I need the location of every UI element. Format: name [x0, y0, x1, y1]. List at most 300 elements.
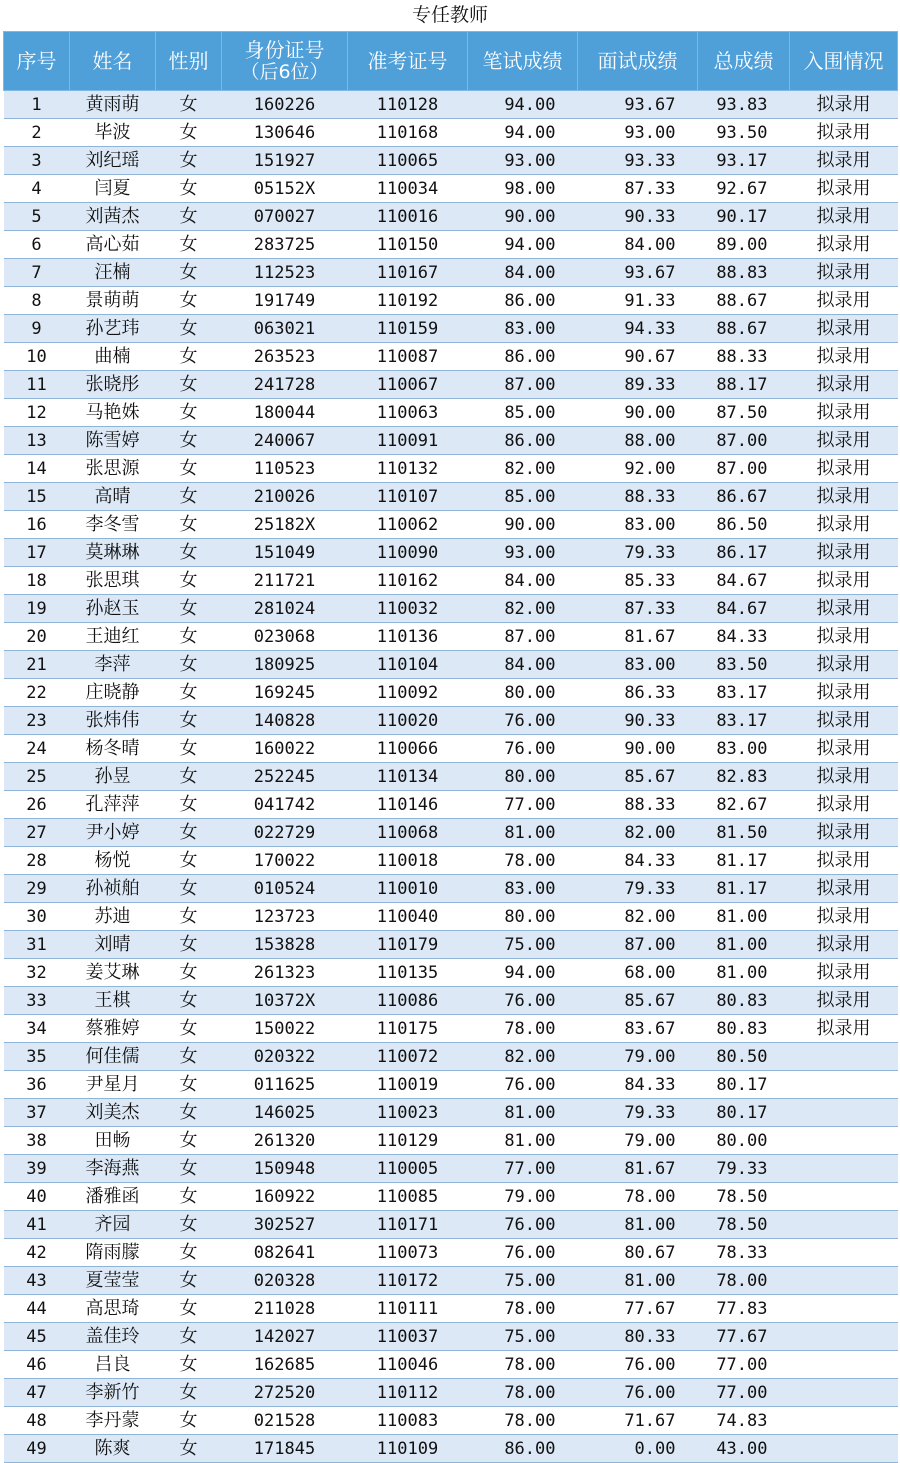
cell-total-score: 80.17 [698, 1099, 790, 1127]
cell-status: 拟录用 [790, 483, 898, 511]
cell-id-number: 272520 [222, 1379, 348, 1407]
cell-total-score: 82.83 [698, 763, 790, 791]
cell-seq: 47 [4, 1379, 70, 1407]
cell-status [790, 1351, 898, 1379]
cell-total-score: 86.17 [698, 539, 790, 567]
cell-status [790, 1323, 898, 1351]
cell-name: 汪楠 [70, 259, 156, 287]
cell-id-number: 151927 [222, 147, 348, 175]
cell-interview-score: 81.00 [578, 1267, 698, 1295]
cell-interview-score: 71.67 [578, 1407, 698, 1435]
table-row [4, 1211, 898, 1239]
cell-interview-score: 86.33 [578, 679, 698, 707]
cell-id-number: 011625 [222, 1071, 348, 1099]
cell-seq: 36 [4, 1071, 70, 1099]
cell-id-number: 261323 [222, 959, 348, 987]
cell-seq: 14 [4, 455, 70, 483]
header-id-line2: （后6位） [240, 61, 329, 83]
cell-status [790, 1295, 898, 1323]
table-row [4, 875, 898, 903]
cell-gender: 女 [156, 483, 222, 511]
table-row [4, 91, 898, 119]
table-body [4, 91, 898, 1463]
cell-status: 拟录用 [790, 987, 898, 1015]
cell-interview-score: 0.00 [578, 1435, 698, 1463]
cell-status: 拟录用 [790, 959, 898, 987]
cell-name: 田畅 [70, 1127, 156, 1155]
cell-total-score: 77.00 [698, 1379, 790, 1407]
table-row [4, 707, 898, 735]
cell-status: 拟录用 [790, 427, 898, 455]
results-page [0, 1, 900, 1459]
cell-interview-score: 88.33 [578, 791, 698, 819]
cell-written-score: 77.00 [468, 1155, 578, 1183]
cell-written-score: 82.00 [468, 1043, 578, 1071]
cell-exam-number: 110020 [348, 707, 468, 735]
cell-id-number: 261320 [222, 1127, 348, 1155]
cell-gender: 女 [156, 175, 222, 203]
cell-name: 吕良 [70, 1351, 156, 1379]
table-row [4, 1239, 898, 1267]
cell-name: 盖佳玲 [70, 1323, 156, 1351]
cell-interview-score: 83.67 [578, 1015, 698, 1043]
table-row [4, 539, 898, 567]
cell-total-score: 88.33 [698, 343, 790, 371]
table-row [4, 1379, 898, 1407]
cell-seq: 31 [4, 931, 70, 959]
cell-id-number: 10372X [222, 987, 348, 1015]
cell-written-score: 76.00 [468, 1071, 578, 1099]
cell-id-number: 021528 [222, 1407, 348, 1435]
cell-written-score: 94.00 [468, 119, 578, 147]
cell-id-number: 170022 [222, 847, 348, 875]
cell-name: 杨冬晴 [70, 735, 156, 763]
cell-exam-number: 110086 [348, 987, 468, 1015]
cell-name: 刘纪瑶 [70, 147, 156, 175]
table-row [4, 987, 898, 1015]
cell-id-number: 150948 [222, 1155, 348, 1183]
cell-interview-score: 90.33 [578, 707, 698, 735]
cell-exam-number: 110136 [348, 623, 468, 651]
cell-status: 拟录用 [790, 399, 898, 427]
cell-status [790, 1155, 898, 1183]
cell-seq: 17 [4, 539, 70, 567]
cell-gender: 女 [156, 287, 222, 315]
cell-id-number: 180044 [222, 399, 348, 427]
cell-name: 张思源 [70, 455, 156, 483]
cell-total-score: 87.50 [698, 399, 790, 427]
cell-status: 拟录用 [790, 707, 898, 735]
cell-written-score: 83.00 [468, 875, 578, 903]
cell-exam-number: 110150 [348, 231, 468, 259]
cell-total-score: 82.67 [698, 791, 790, 819]
table-row [4, 679, 898, 707]
cell-exam-number: 110162 [348, 567, 468, 595]
table-row [4, 511, 898, 539]
cell-written-score: 85.00 [468, 399, 578, 427]
cell-gender: 女 [156, 539, 222, 567]
table-row [4, 455, 898, 483]
cell-seq: 20 [4, 623, 70, 651]
table-row [4, 1407, 898, 1435]
cell-status [790, 1407, 898, 1435]
table-row [4, 1071, 898, 1099]
cell-exam-number: 110146 [348, 791, 468, 819]
cell-interview-score: 76.00 [578, 1379, 698, 1407]
table-row [4, 203, 898, 231]
cell-name: 何佳儒 [70, 1043, 156, 1071]
cell-gender: 女 [156, 147, 222, 175]
cell-id-number: 211721 [222, 567, 348, 595]
cell-status: 拟录用 [790, 651, 898, 679]
cell-written-score: 80.00 [468, 763, 578, 791]
cell-written-score: 94.00 [468, 959, 578, 987]
table-row [4, 623, 898, 651]
cell-gender: 女 [156, 203, 222, 231]
cell-status: 拟录用 [790, 931, 898, 959]
cell-gender: 女 [156, 511, 222, 539]
table-row [4, 763, 898, 791]
cell-exam-number: 110062 [348, 511, 468, 539]
cell-name: 王迪红 [70, 623, 156, 651]
cell-written-score: 78.00 [468, 1407, 578, 1435]
cell-seq: 13 [4, 427, 70, 455]
cell-status: 拟录用 [790, 847, 898, 875]
cell-seq: 19 [4, 595, 70, 623]
cell-name: 尹星月 [70, 1071, 156, 1099]
table-row [4, 259, 898, 287]
cell-written-score: 85.00 [468, 483, 578, 511]
cell-seq: 4 [4, 175, 70, 203]
cell-total-score: 84.67 [698, 567, 790, 595]
cell-name: 李海燕 [70, 1155, 156, 1183]
cell-interview-score: 93.67 [578, 259, 698, 287]
cell-written-score: 76.00 [468, 735, 578, 763]
cell-gender: 女 [156, 1351, 222, 1379]
cell-name: 张晓彤 [70, 371, 156, 399]
cell-status: 拟录用 [790, 1015, 898, 1043]
cell-name: 黄雨萌 [70, 91, 156, 119]
cell-written-score: 78.00 [468, 1295, 578, 1323]
cell-exam-number: 110073 [348, 1239, 468, 1267]
cell-written-score: 82.00 [468, 595, 578, 623]
cell-written-score: 86.00 [468, 343, 578, 371]
cell-total-score: 87.00 [698, 427, 790, 455]
cell-seq: 10 [4, 343, 70, 371]
cell-id-number: 142027 [222, 1323, 348, 1351]
cell-gender: 女 [156, 119, 222, 147]
cell-exam-number: 110005 [348, 1155, 468, 1183]
cell-written-score: 84.00 [468, 567, 578, 595]
cell-gender: 女 [156, 91, 222, 119]
cell-gender: 女 [156, 1211, 222, 1239]
cell-seq: 6 [4, 231, 70, 259]
cell-name: 高晴 [70, 483, 156, 511]
cell-status: 拟录用 [790, 287, 898, 315]
table-row [4, 1155, 898, 1183]
cell-seq: 24 [4, 735, 70, 763]
cell-name: 曲楠 [70, 343, 156, 371]
cell-seq: 22 [4, 679, 70, 707]
cell-gender: 女 [156, 371, 222, 399]
cell-written-score: 78.00 [468, 1015, 578, 1043]
cell-exam-number: 110083 [348, 1407, 468, 1435]
cell-name: 景萌萌 [70, 287, 156, 315]
cell-status [790, 1435, 898, 1463]
cell-total-score: 81.17 [698, 875, 790, 903]
cell-interview-score: 81.67 [578, 1155, 698, 1183]
cell-seq: 33 [4, 987, 70, 1015]
cell-exam-number: 110019 [348, 1071, 468, 1099]
cell-written-score: 77.00 [468, 791, 578, 819]
cell-seq: 15 [4, 483, 70, 511]
cell-seq: 8 [4, 287, 70, 315]
cell-id-number: 160226 [222, 91, 348, 119]
cell-status [790, 1239, 898, 1267]
cell-seq: 28 [4, 847, 70, 875]
cell-gender: 女 [156, 707, 222, 735]
table-row [4, 1267, 898, 1295]
cell-written-score: 94.00 [468, 91, 578, 119]
cell-seq: 46 [4, 1351, 70, 1379]
cell-interview-score: 89.33 [578, 371, 698, 399]
cell-interview-score: 83.00 [578, 651, 698, 679]
cell-id-number: 241728 [222, 371, 348, 399]
cell-interview-score: 84.00 [578, 231, 698, 259]
cell-id-number: 160922 [222, 1183, 348, 1211]
cell-seq: 25 [4, 763, 70, 791]
cell-gender: 女 [156, 1379, 222, 1407]
cell-status: 拟录用 [790, 119, 898, 147]
table-row [4, 427, 898, 455]
cell-id-number: 180925 [222, 651, 348, 679]
cell-exam-number: 110063 [348, 399, 468, 427]
cell-gender: 女 [156, 1407, 222, 1435]
cell-interview-score: 85.67 [578, 763, 698, 791]
cell-status [790, 1211, 898, 1239]
cell-id-number: 070027 [222, 203, 348, 231]
table-row [4, 343, 898, 371]
cell-total-score: 93.17 [698, 147, 790, 175]
cell-id-number: 146025 [222, 1099, 348, 1127]
cell-written-score: 75.00 [468, 1323, 578, 1351]
cell-name: 闫夏 [70, 175, 156, 203]
cell-name: 庄晓静 [70, 679, 156, 707]
cell-written-score: 93.00 [468, 539, 578, 567]
cell-name: 张炜伟 [70, 707, 156, 735]
cell-exam-number: 110016 [348, 203, 468, 231]
cell-interview-score: 68.00 [578, 959, 698, 987]
cell-exam-number: 110159 [348, 315, 468, 343]
cell-written-score: 90.00 [468, 203, 578, 231]
table-row [4, 819, 898, 847]
cell-gender: 女 [156, 791, 222, 819]
cell-interview-score: 87.00 [578, 931, 698, 959]
cell-name: 苏迪 [70, 903, 156, 931]
table-row [4, 1295, 898, 1323]
cell-total-score: 86.50 [698, 511, 790, 539]
cell-name: 隋雨朦 [70, 1239, 156, 1267]
cell-total-score: 80.83 [698, 1015, 790, 1043]
cell-status: 拟录用 [790, 763, 898, 791]
cell-seq: 45 [4, 1323, 70, 1351]
cell-interview-score: 88.33 [578, 483, 698, 511]
cell-id-number: 020322 [222, 1043, 348, 1071]
cell-name: 刘晴 [70, 931, 156, 959]
cell-exam-number: 110128 [348, 91, 468, 119]
cell-exam-number: 110092 [348, 679, 468, 707]
cell-total-score: 80.17 [698, 1071, 790, 1099]
cell-seq: 21 [4, 651, 70, 679]
cell-name: 张思琪 [70, 567, 156, 595]
cell-seq: 34 [4, 1015, 70, 1043]
cell-exam-number: 110135 [348, 959, 468, 987]
table-row [4, 147, 898, 175]
table-row [4, 1015, 898, 1043]
cell-total-score: 78.33 [698, 1239, 790, 1267]
cell-seq: 37 [4, 1099, 70, 1127]
cell-name: 孙赵玉 [70, 595, 156, 623]
cell-status: 拟录用 [790, 175, 898, 203]
cell-written-score: 86.00 [468, 1435, 578, 1463]
cell-gender: 女 [156, 1043, 222, 1071]
cell-interview-score: 87.33 [578, 595, 698, 623]
cell-exam-number: 110068 [348, 819, 468, 847]
cell-written-score: 94.00 [468, 231, 578, 259]
cell-id-number: 171845 [222, 1435, 348, 1463]
cell-interview-score: 92.00 [578, 455, 698, 483]
cell-written-score: 79.00 [468, 1183, 578, 1211]
cell-total-score: 78.00 [698, 1267, 790, 1295]
cell-written-score: 76.00 [468, 1211, 578, 1239]
cell-name: 李丹蒙 [70, 1407, 156, 1435]
cell-name: 孙祯舶 [70, 875, 156, 903]
cell-gender: 女 [156, 231, 222, 259]
cell-total-score: 81.50 [698, 819, 790, 847]
cell-seq: 30 [4, 903, 70, 931]
cell-gender: 女 [156, 1295, 222, 1323]
cell-interview-score: 81.67 [578, 623, 698, 651]
cell-status [790, 1099, 898, 1127]
cell-name: 齐园 [70, 1211, 156, 1239]
cell-interview-score: 82.00 [578, 819, 698, 847]
cell-status: 拟录用 [790, 343, 898, 371]
cell-interview-score: 79.33 [578, 1099, 698, 1127]
cell-id-number: 150022 [222, 1015, 348, 1043]
cell-seq: 32 [4, 959, 70, 987]
header-name: 姓名 [70, 32, 156, 91]
cell-name: 蔡雅婷 [70, 1015, 156, 1043]
cell-id-number: 082641 [222, 1239, 348, 1267]
cell-interview-score: 90.33 [578, 203, 698, 231]
cell-id-number: 010524 [222, 875, 348, 903]
cell-id-number: 023068 [222, 623, 348, 651]
cell-written-score: 83.00 [468, 315, 578, 343]
cell-exam-number: 110034 [348, 175, 468, 203]
cell-gender: 女 [156, 987, 222, 1015]
cell-exam-number: 110032 [348, 595, 468, 623]
cell-written-score: 80.00 [468, 903, 578, 931]
cell-gender: 女 [156, 427, 222, 455]
cell-id-number: 302527 [222, 1211, 348, 1239]
cell-name: 杨悦 [70, 847, 156, 875]
table-row [4, 287, 898, 315]
table-row [4, 1183, 898, 1211]
cell-seq: 2 [4, 119, 70, 147]
cell-name: 刘茜杰 [70, 203, 156, 231]
table-row [4, 735, 898, 763]
cell-exam-number: 110172 [348, 1267, 468, 1295]
cell-status: 拟录用 [790, 371, 898, 399]
cell-gender: 女 [156, 595, 222, 623]
cell-exam-number: 110104 [348, 651, 468, 679]
cell-exam-number: 110085 [348, 1183, 468, 1211]
table-row [4, 1351, 898, 1379]
cell-total-score: 93.83 [698, 91, 790, 119]
cell-written-score: 80.00 [468, 679, 578, 707]
table-row [4, 595, 898, 623]
cell-written-score: 75.00 [468, 931, 578, 959]
cell-seq: 16 [4, 511, 70, 539]
cell-exam-number: 110132 [348, 455, 468, 483]
cell-seq: 39 [4, 1155, 70, 1183]
cell-written-score: 84.00 [468, 259, 578, 287]
cell-name: 陈雪婷 [70, 427, 156, 455]
cell-gender: 女 [156, 875, 222, 903]
cell-exam-number: 110087 [348, 343, 468, 371]
cell-gender: 女 [156, 1099, 222, 1127]
cell-gender: 女 [156, 1071, 222, 1099]
cell-exam-number: 110129 [348, 1127, 468, 1155]
cell-exam-number: 110090 [348, 539, 468, 567]
cell-status: 拟录用 [790, 259, 898, 287]
cell-interview-score: 79.00 [578, 1127, 698, 1155]
table-row [4, 903, 898, 931]
cell-written-score: 90.00 [468, 511, 578, 539]
cell-exam-number: 110091 [348, 427, 468, 455]
cell-total-score: 89.00 [698, 231, 790, 259]
cell-exam-number: 110171 [348, 1211, 468, 1239]
cell-name: 毕波 [70, 119, 156, 147]
cell-seq: 40 [4, 1183, 70, 1211]
table-row [4, 791, 898, 819]
cell-total-score: 93.50 [698, 119, 790, 147]
cell-id-number: 25182X [222, 511, 348, 539]
cell-seq: 18 [4, 567, 70, 595]
cell-seq: 29 [4, 875, 70, 903]
table-header-row [4, 32, 898, 91]
cell-gender: 女 [156, 343, 222, 371]
cell-status: 拟录用 [790, 315, 898, 343]
cell-id-number: 263523 [222, 343, 348, 371]
table-row [4, 847, 898, 875]
cell-gender: 女 [156, 931, 222, 959]
cell-interview-score: 79.33 [578, 875, 698, 903]
cell-gender: 女 [156, 1435, 222, 1463]
cell-status: 拟录用 [790, 455, 898, 483]
cell-id-number: 162685 [222, 1351, 348, 1379]
header-interview-score: 面试成绩 [578, 32, 698, 91]
cell-status: 拟录用 [790, 735, 898, 763]
cell-id-number: 110523 [222, 455, 348, 483]
cell-seq: 48 [4, 1407, 70, 1435]
table-row [4, 483, 898, 511]
header-written-score: 笔试成绩 [468, 32, 578, 91]
cell-status: 拟录用 [790, 791, 898, 819]
cell-total-score: 88.67 [698, 287, 790, 315]
cell-interview-score: 76.00 [578, 1351, 698, 1379]
cell-total-score: 90.17 [698, 203, 790, 231]
